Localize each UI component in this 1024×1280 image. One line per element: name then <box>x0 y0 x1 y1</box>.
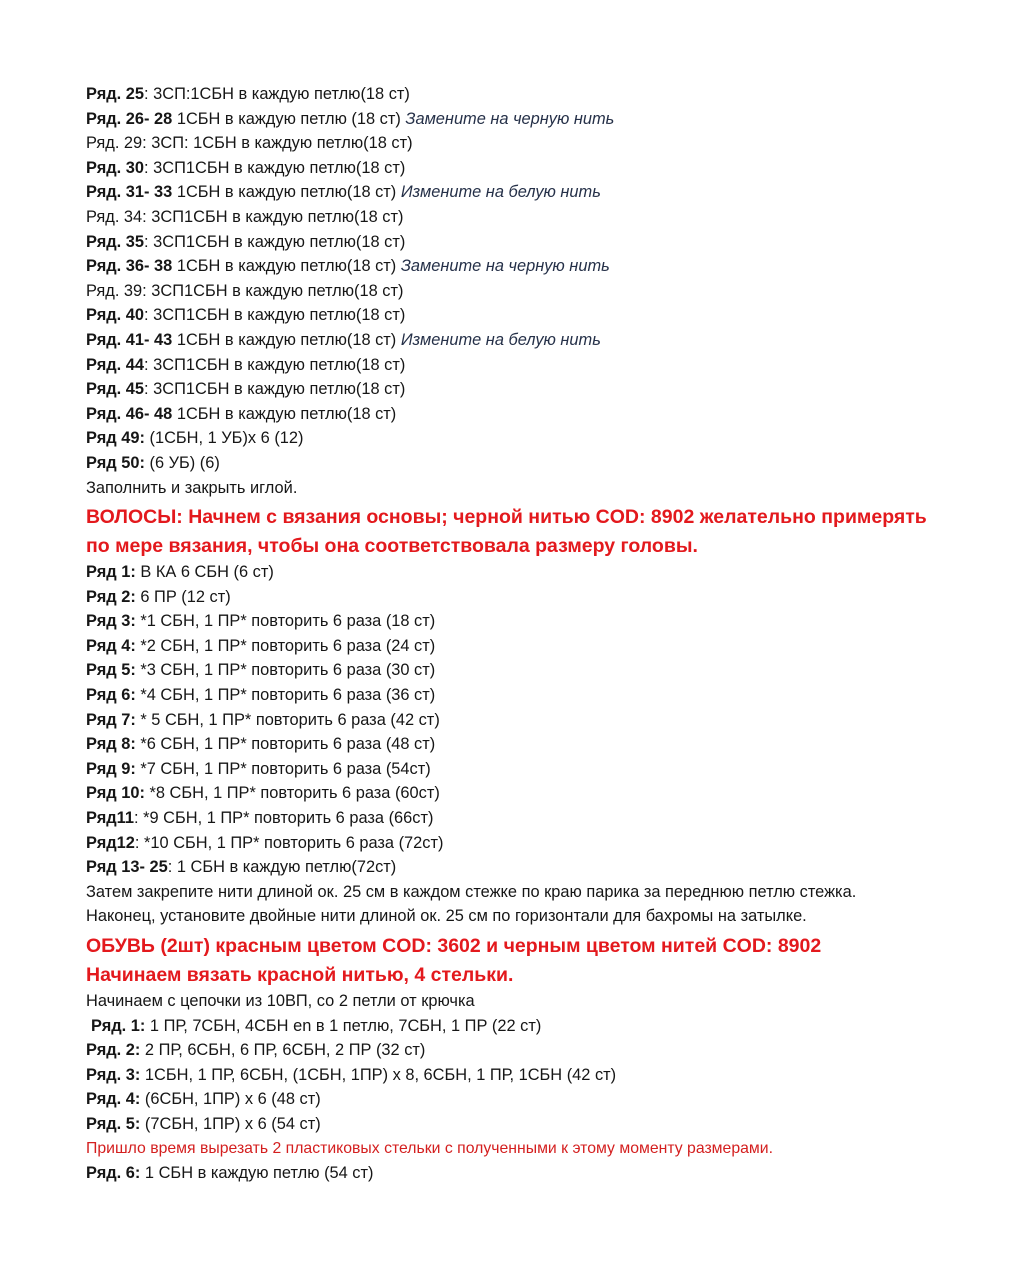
pattern-row <box>86 1112 986 1137</box>
row-text: 1СБН в каждую петлю(18 ст) <box>172 330 401 349</box>
pattern-row <box>86 377 986 402</box>
pattern-row <box>86 683 986 708</box>
row-label: Ряд 6: <box>86 686 136 705</box>
row-label: Ряд 9: <box>86 759 136 778</box>
pattern-row <box>86 254 986 279</box>
pattern-row <box>86 303 986 328</box>
shoe-section-subtitle: Начинаем вязать красной нитью, 4 стельки. <box>86 963 514 986</box>
pattern-row <box>86 708 986 733</box>
pattern-row <box>86 806 986 831</box>
row-label: Ряд 1: <box>86 563 136 582</box>
row-text: 2 ПР, 6СБН, 6 ПР, 6СБН, 2 ПР (32 ст) <box>140 1041 426 1060</box>
row-text: *7 СБН, 1 ПР* повторить 6 раза (54ст) <box>135 759 431 778</box>
hair-instruction: Наконец, установите двойные нити длиной ок. 25 см по горизонтали для бахромы на затылке. <box>86 907 807 926</box>
row-text: Ряд. 39: 3СП1СБН в каждую петлю(18 ст) <box>86 281 404 300</box>
row-text: 1СБН в каждую петлю(18 ст) <box>172 183 401 202</box>
row-text: : 3СП1СБН в каждую петлю(18 ст) <box>144 355 406 374</box>
row-label: Ряд. 26- 28 <box>86 109 173 128</box>
row-text: *1 СБН, 1 ПР* повторить 6 раза (18 ст) <box>135 612 436 631</box>
pattern-row <box>86 230 986 255</box>
row-text: Ряд. 34: 3СП1СБН в каждую петлю(18 ст) <box>86 207 404 226</box>
row-label: Ряд. 35 <box>86 232 145 251</box>
pattern-row <box>86 180 986 205</box>
row-text: (6 УБ) (6) <box>144 453 220 472</box>
color-change-note: Замените на черную нить <box>400 257 610 276</box>
row-label: Ряд. 31- 33 <box>86 183 173 202</box>
row-text: : *9 СБН, 1 ПР* повторить 6 раза (66ст) <box>134 809 434 828</box>
pattern-row <box>86 279 986 304</box>
shoe-intro: Начинаем с цепочки из 10ВП, со 2 петли от крючка <box>86 992 475 1010</box>
row-text: *6 СБН, 1 ПР* повторить 6 раза (48 ст) <box>135 735 436 754</box>
row-text: 1СБН в каждую петлю (18 ст) <box>172 109 406 128</box>
pattern-row <box>86 781 986 806</box>
pattern-row <box>86 107 986 132</box>
pattern-row <box>86 1063 986 1088</box>
pattern-row <box>86 831 986 856</box>
row-text: : 3СП1СБН в каждую петлю(18 ст) <box>144 306 406 325</box>
pattern-row <box>86 855 986 880</box>
pattern-row <box>86 1161 986 1186</box>
row-text: В КА 6 СБН (6 ст) <box>135 563 274 582</box>
row-label: Ряд. 40 <box>86 306 145 325</box>
row-label: Ряд. 25 <box>86 85 145 103</box>
row-text: : 1 СБН в каждую петлю(72ст) <box>167 858 397 877</box>
pattern-row <box>86 585 986 610</box>
pattern-row <box>86 82 986 107</box>
row-text: 6 ПР (12 ст) <box>135 587 231 606</box>
pattern-row <box>86 402 986 427</box>
row-label: Ряд 7: <box>86 710 136 729</box>
row-text: * 5 СБН, 1 ПР* повторить 6 раза (42 ст) <box>135 710 440 729</box>
pattern-row <box>86 658 986 683</box>
row-text: : 3СП1СБН в каждую петлю(18 ст) <box>144 232 406 251</box>
pattern-row <box>86 426 986 451</box>
pattern-row <box>86 560 986 585</box>
pattern-row <box>86 757 986 782</box>
row-label: Ряд. 45 <box>86 380 145 399</box>
row-label: Ряд 4: <box>86 636 136 655</box>
hair-section-title-cont: по мере вязания, чтобы она соответствовала размеру головы. <box>86 534 698 557</box>
row-label: Ряд 50: <box>86 453 145 472</box>
row-text: : 3СП1СБН в каждую петлю(18 ст) <box>144 380 406 399</box>
row-text: 1СБН в каждую петлю(18 ст) <box>172 257 401 276</box>
row-text: 1 ПР, 7СБН, 4СБН en в 1 петлю, 7СБН, 1 ПР (22 ст) <box>145 1016 542 1035</box>
row-label: Ряд. 1: <box>91 1016 146 1035</box>
row-label: Ряд. 4: <box>86 1090 141 1109</box>
row-label: Ряд11 <box>86 809 135 828</box>
row-label: Ряд. 36- 38 <box>86 257 173 276</box>
body-finish-text: Заполнить и закрыть иглой. <box>86 478 298 497</box>
pattern-row <box>86 451 986 476</box>
row-label: Ряд12 <box>86 833 135 852</box>
row-label: Ряд. 5: <box>86 1114 141 1133</box>
pattern-row <box>86 1087 986 1112</box>
pattern-row <box>86 1038 986 1063</box>
row-text: Ряд. 29: 3СП: 1СБН в каждую петлю(18 ст) <box>86 134 413 153</box>
row-text: *8 СБН, 1 ПР* повторить 6 раза (60ст) <box>144 784 440 803</box>
hair-section-title: ВОЛОСЫ: Начнем с вязания основы; черной нитью COD: 8902 желательно примерять <box>86 506 927 529</box>
row-label: Ряд 49: <box>86 429 145 448</box>
insole-warning: Пришло время вырезать 2 пластиковых стельки с полученными к этому моменту размерами. <box>86 1139 773 1157</box>
color-change-note: Замените на черную нить <box>405 109 615 128</box>
pattern-row <box>86 156 986 181</box>
row-label: Ряд. 2: <box>86 1041 141 1060</box>
pattern-row <box>86 328 986 353</box>
shoe-section-title: ОБУВЬ (2шт) красным цветом COD: 3602 и черным цветом нитей COD: 8902 <box>86 935 822 957</box>
row-text: 1СБН в каждую петлю(18 ст) <box>172 404 397 423</box>
pattern-row <box>86 609 986 634</box>
row-text: (6СБН, 1ПР) х 6 (48 ст) <box>140 1090 321 1109</box>
pattern-row <box>86 353 986 378</box>
row-text: *2 СБН, 1 ПР* повторить 6 раза (24 ст) <box>135 636 436 655</box>
pattern-document <box>86 82 986 1186</box>
row-label: Ряд 3: <box>86 612 136 631</box>
row-text: : 3СП1СБН в каждую петлю(18 ст) <box>144 158 406 177</box>
row-text: (1СБН, 1 УБ)х 6 (12) <box>144 429 304 448</box>
pattern-row <box>86 634 986 659</box>
pattern-row <box>86 205 986 230</box>
color-change-note: Измените на белую нить <box>400 183 601 202</box>
row-label: Ряд 10: <box>86 784 145 803</box>
row-label: Ряд. 44 <box>86 355 145 374</box>
row-label: Ряд. 41- 43 <box>86 330 173 349</box>
row-label: Ряд 8: <box>86 735 136 754</box>
row-label: Ряд 5: <box>86 661 136 680</box>
row-text: : 3СП:1СБН в каждую петлю(18 ст) <box>144 85 410 103</box>
pattern-row <box>86 732 986 757</box>
hair-instruction: Затем закрепите нити длиной ок. 25 см в каждом стежке по краю парика за переднюю петлю стежка. <box>86 882 857 901</box>
row-text: *4 СБН, 1 ПР* повторить 6 раза (36 ст) <box>135 686 436 705</box>
row-label: Ряд. 6: <box>86 1164 141 1183</box>
row-text: 1СБН, 1 ПР, 6СБН, (1СБН, 1ПР) х 8, 6СБН, 1 ПР, 1СБН (42 ст) <box>140 1065 617 1084</box>
row-text: : *10 СБН, 1 ПР* повторить 6 раза (72ст) <box>134 833 444 852</box>
row-label: Ряд. 46- 48 <box>86 404 173 423</box>
color-change-note: Измените на белую нить <box>400 330 601 349</box>
row-text: *3 СБН, 1 ПР* повторить 6 раза (30 ст) <box>135 661 436 680</box>
row-text: (7СБН, 1ПР) х 6 (54 ст) <box>140 1114 321 1133</box>
row-label: Ряд. 3: <box>86 1065 141 1084</box>
pattern-row <box>86 1014 986 1039</box>
pattern-row <box>86 131 986 156</box>
row-text: 1 СБН в каждую петлю (54 ст) <box>140 1164 374 1183</box>
row-label: Ряд 13- 25 <box>86 858 168 877</box>
row-label: Ряд 2: <box>86 587 136 606</box>
row-label: Ряд. 30 <box>86 158 145 177</box>
